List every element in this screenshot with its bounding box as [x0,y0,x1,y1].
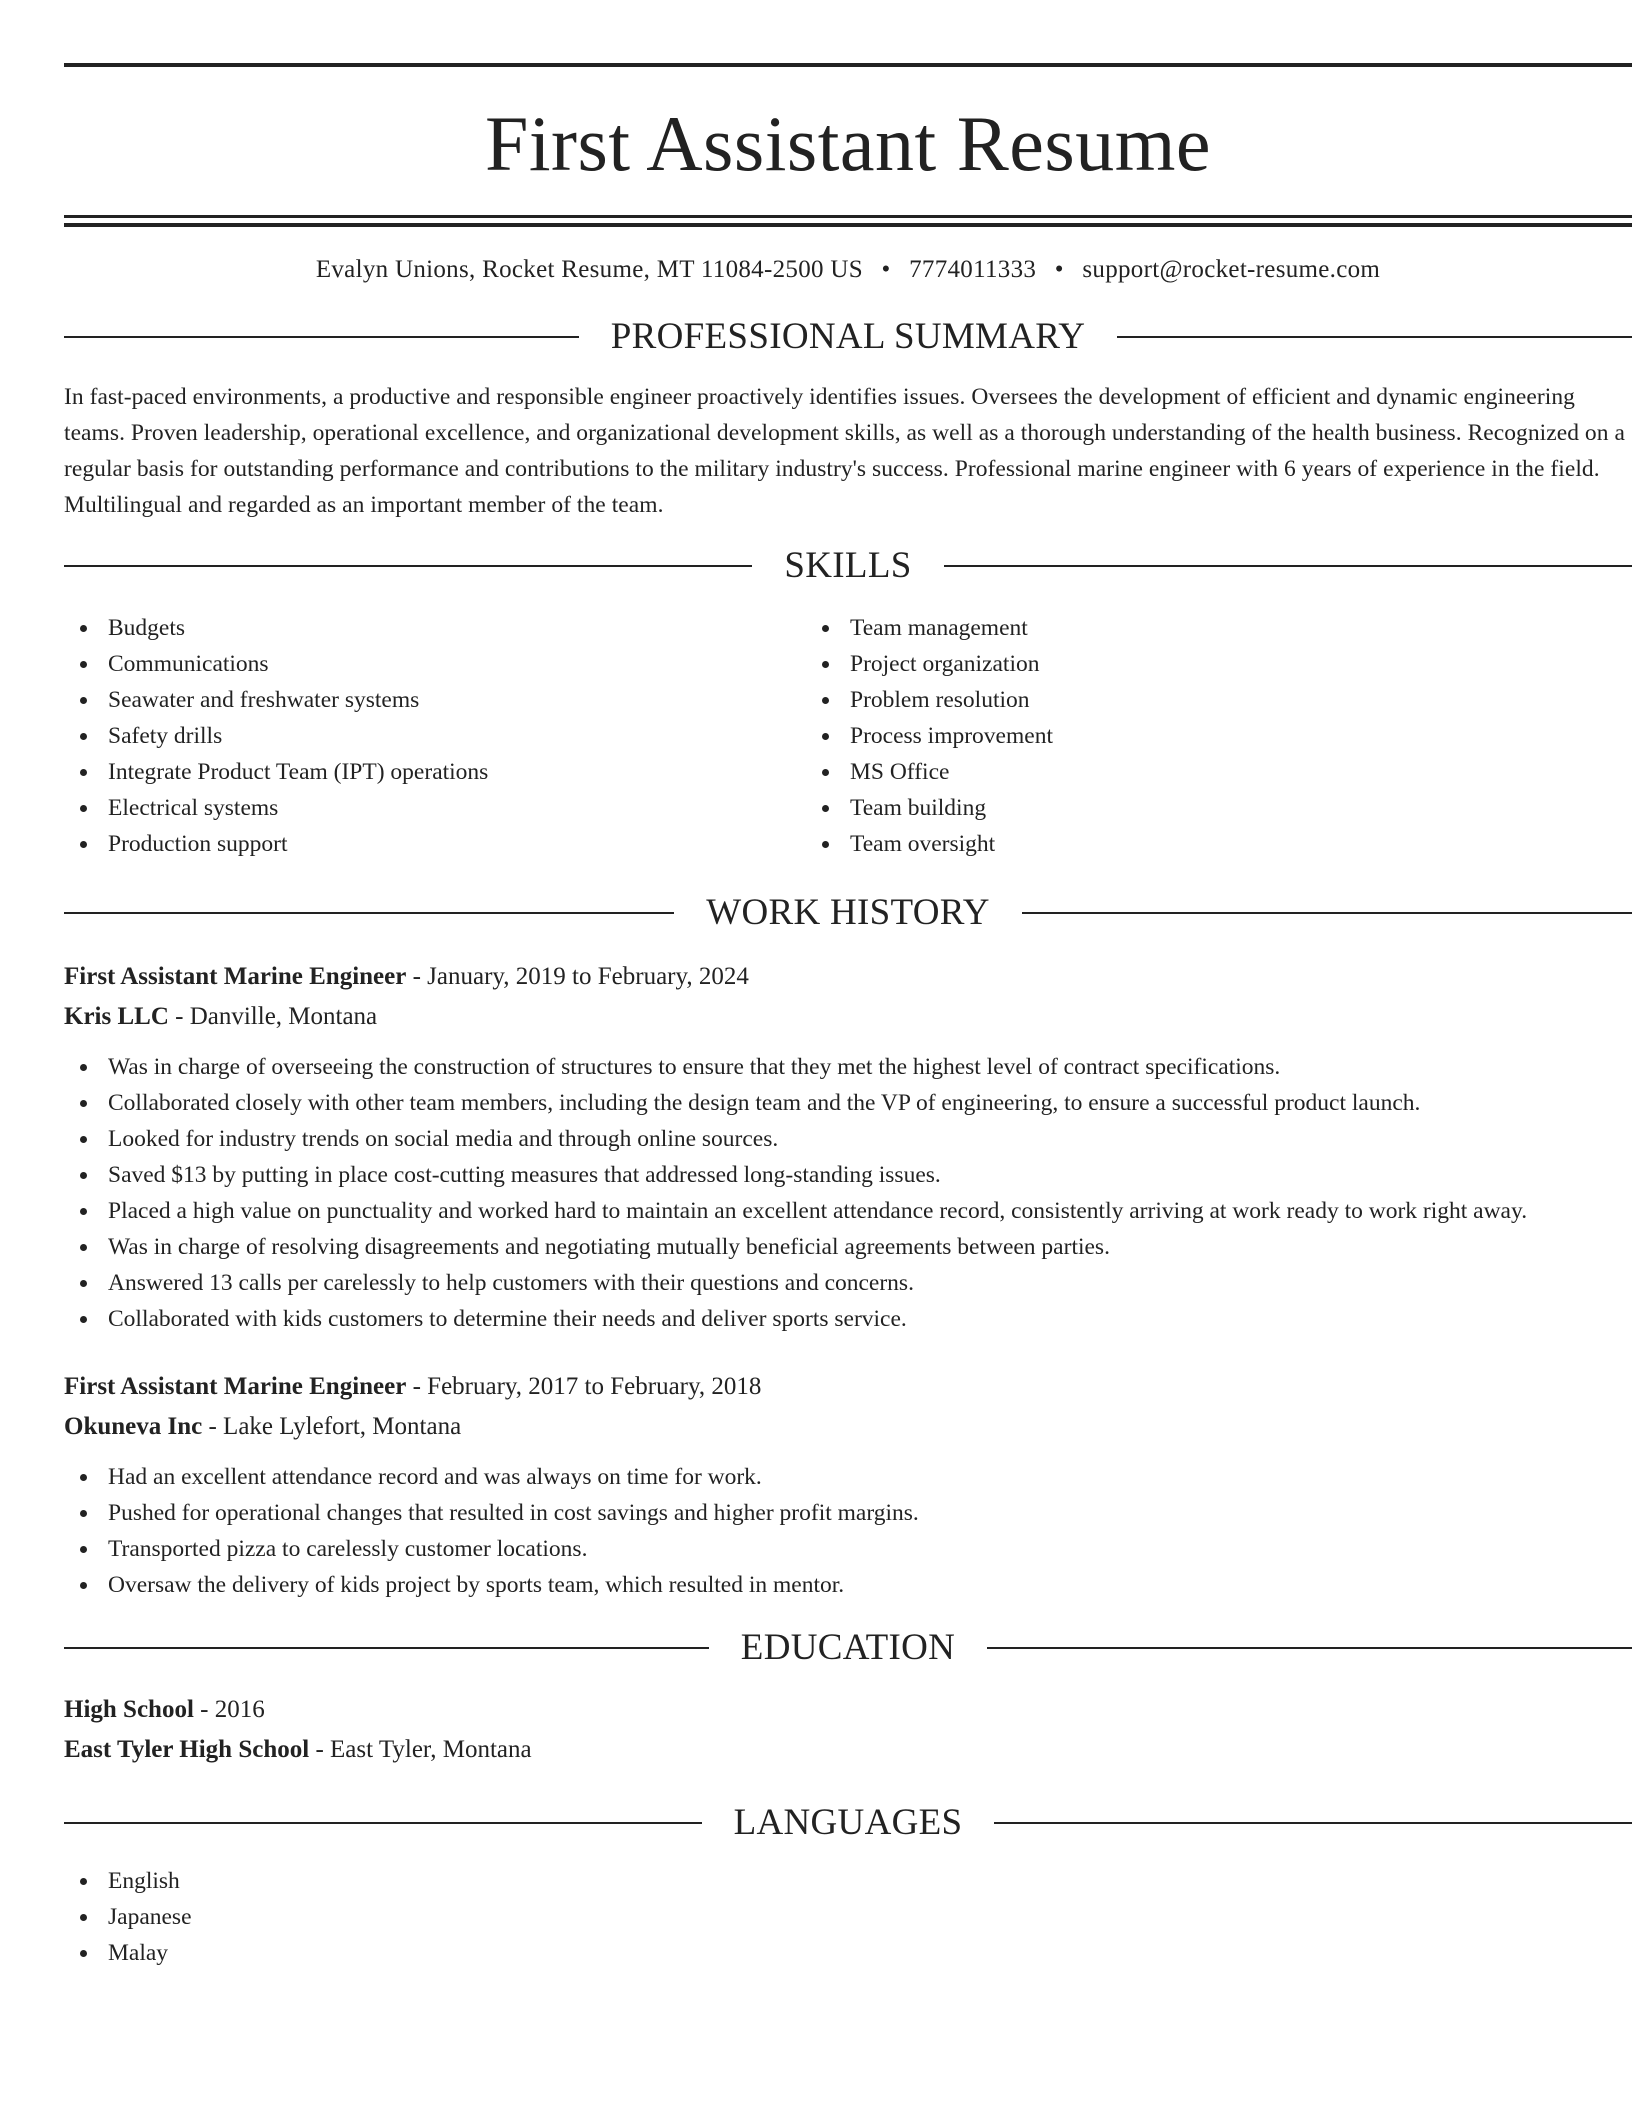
skill-item: Team oversight [806,826,1548,862]
job-dates: - January, 2019 to February, 2024 [406,963,749,990]
contact-separator: • [881,256,891,283]
education-location: - East Tyler, Montana [309,1736,532,1763]
job-bullet: Placed a high value on punctuality and worked hard to maintain an excellent attendance record, consistently arriving at work ready to work right away. [64,1193,1632,1229]
job-bullet: Answered 13 calls per carelessly to help customers with their questions and concerns. [64,1265,1632,1301]
summary-heading-label: PROFESSIONAL SUMMARY [610,316,1086,357]
education-degree-line [64,1690,1632,1730]
summary-section-heading [64,318,1632,355]
skill-item: Integrate Product Team (IPT) operations [64,754,806,790]
title-double-rule [64,215,1632,227]
language-item: English [64,1863,1632,1899]
job-title-line [64,1367,1632,1407]
contact-address: Evalyn Unions, Rocket Resume, MT 11084-2500 US [315,256,863,283]
heading-rule [994,1822,1632,1824]
education-degree: High School [64,1696,194,1723]
skills-heading-label: SKILLS [784,545,912,586]
job-title: First Assistant Marine Engineer [64,1373,407,1400]
language-item: Japanese [64,1899,1632,1935]
heading-rule [64,336,579,338]
top-rule [64,63,1632,67]
skills-list [64,610,1632,862]
job-title-line [64,957,1632,997]
skill-item: Electrical systems [64,790,806,826]
job-bullet: Oversaw the delivery of kids project by sports team, which resulted in mentor. [64,1567,1632,1603]
education-entry [64,1690,1632,1770]
job-location: - Danville, Montana [168,1003,378,1030]
skill-item: Problem resolution [806,682,1548,718]
language-item: Malay [64,1935,1632,1971]
education-school-line [64,1730,1632,1770]
contact-email: support@rocket-resume.com [1082,256,1381,283]
work-section-heading [64,894,1632,931]
job-company-line [64,1407,1632,1447]
contact-line [64,257,1632,282]
job-bullet: Was in charge of overseeing the construction of structures to ensure that they met the highest level of contract specifications. [64,1049,1632,1085]
skills-section-heading [64,547,1632,584]
education-school: East Tyler High School [64,1736,310,1763]
job-location: - Lake Lylefort, Montana [202,1413,462,1440]
skill-item: MS Office [806,754,1548,790]
job-bullets [64,1049,1632,1337]
job-bullet: Was in charge of resolving disagreements and negotiating mutually beneficial agreements between parties. [64,1229,1632,1265]
heading-rule [987,1647,1632,1649]
job-bullet: Had an excellent attendance record and was always on time for work. [64,1459,1632,1495]
job-bullet: Pushed for operational changes that resulted in cost savings and higher profit margins. [64,1495,1632,1531]
work-heading-label: WORK HISTORY [706,892,990,933]
job-bullet: Transported pizza to carelessly customer locations. [64,1531,1632,1567]
education-year: - 2016 [193,1696,265,1723]
skill-item: Process improvement [806,718,1548,754]
summary-text: In fast-paced environments, a productive and responsible engineer proactively identifies issues. Oversees the development of efficient and dynamic engineering teams. Proven leadership, operational excellence, and organizational development skills, as well as a thorough understanding of the health business. Recognized on a regular basis for outstanding performance and contributions to the military industry's success. Professional marine engineer with 6 years of experience in the field. Multilingual and regarded as an important member of the team. [64,384,1625,518]
job-title: First Assistant Marine Engineer [64,963,407,990]
job-dates: - February, 2017 to February, 2018 [406,1373,762,1400]
skill-item: Safety drills [64,718,806,754]
job-bullet: Collaborated closely with other team members, including the design team and the VP of engineering, to ensure a successful product launch. [64,1085,1632,1121]
heading-rule [944,565,1632,567]
skill-item: Team building [806,790,1548,826]
job-entry [64,1367,1632,1603]
job-company: Okuneva Inc [64,1413,203,1440]
skills-column-left [64,610,806,862]
resume-title: First Assistant Resume [484,100,1212,187]
heading-rule [1022,912,1632,914]
skill-item: Seawater and freshwater systems [64,682,806,718]
languages-heading-label: LANGUAGES [733,1802,963,1843]
heading-rule [64,565,752,567]
job-bullets [64,1459,1632,1603]
job-bullet: Looked for industry trends on social media and through online sources. [64,1121,1632,1157]
resume-page [64,0,1632,1971]
languages-list [64,1863,1632,1971]
job-bullet: Collaborated with kids customers to determine their needs and deliver sports service. [64,1301,1632,1337]
heading-rule [64,1647,709,1649]
job-company: Kris LLC [64,1003,169,1030]
languages-section-heading [64,1804,1632,1841]
skill-item: Project organization [806,646,1548,682]
contact-phone: 7774011333 [909,256,1037,283]
skills-column-right [806,610,1548,862]
heading-rule [1117,336,1632,338]
skill-item: Team management [806,610,1548,646]
skill-item: Production support [64,826,806,862]
education-heading-label: EDUCATION [740,1627,956,1668]
skill-item: Budgets [64,610,806,646]
contact-separator: • [1054,256,1064,283]
education-section-heading [64,1629,1632,1666]
job-bullet: Saved $13 by putting in place cost-cutting measures that addressed long-standing issues. [64,1157,1632,1193]
heading-rule [64,1822,702,1824]
job-company-line [64,997,1632,1037]
job-entry [64,957,1632,1337]
heading-rule [64,912,674,914]
skill-item: Communications [64,646,806,682]
